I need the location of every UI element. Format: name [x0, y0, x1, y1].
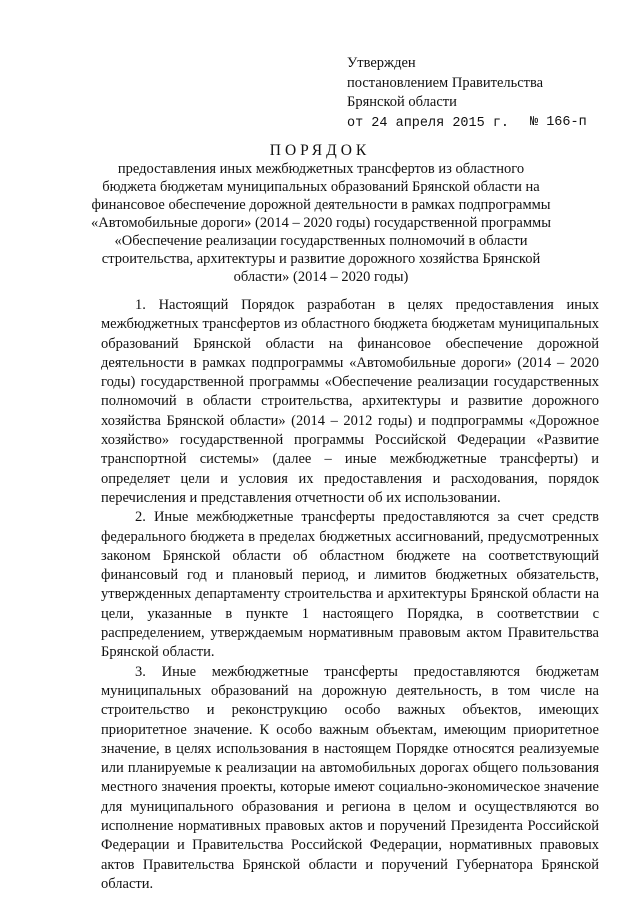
approval-line-date-number — [347, 113, 587, 134]
approval-number: № 166-п — [530, 114, 587, 130]
approval-date: от 24 апреля 2015 г. — [347, 115, 510, 131]
paragraph-1: 1. Настоящий Порядок разработан в целях предоставления иных межбюджетных трансфертов из областного бюджета бюджетам муниципальных образований Брянской области на финансовое обеспечение дорожной деятельности в рамках подпрограммы «Автомобильные дороги» (2014 – 2020 годы) государственной программы «Обеспечение реализации государственных полномочий в области строительства, архитектуры и развитие дорожного хозяйства Брянской области» (2014 – 2012 годы) и подпрограммы «Дорожное хозяйство» государственной программы Российской Федерации «Развитие транспортной системы» (далее – иные межбюджетные трансферты) и определяет цели и условия их предоставления и расходования, порядок перечисления и представления отчетности об их использовании. — [101, 297, 599, 506]
approval-line-decree: постановлением Правительства — [347, 74, 544, 91]
document-body — [101, 296, 599, 894]
approval-line-approved: Утвержден — [347, 55, 416, 71]
document-subtitle: предоставления иных межбюджетных трансфертов из областного бюджета бюджетам муниципальных образований Брянской области на финансовое обеспечение дорожной деятельности в рамках подпрограммы «Автомобильные дороги» (2014 – 2020 годы) государственной программы «Обеспечение реализации государственных полномочий в области строительства, архитектуры и развитие дорожного хозяйства Брянской области» (2014 – 2020 годы) — [91, 161, 551, 285]
approval-line-region: Брянской области — [347, 94, 457, 110]
paragraph-3: 3. Иные межбюджетные трансферты предоставляются бюджетам муниципальных образований на дорожную деятельность, в том числе на строительство и реконструкцию особо важных объектов, имеющих приоритетное значение. К особо важным объектам, имеющим приоритетное значение, в целях использования в настоящем Порядке относятся реализуемые или планируемые к реализации на автомобильных дорогах общего пользования местного значения проекты, которые имеют социально-экономическое значение для муниципального образования и региона в целом и осуществляются во исполнение нормативных правовых актов и поручений Президента Российской Федерации и Правительства Российской Федерации, нормативных правовых актов Правительства Брянской области и поручений Губернатора Брянской области. — [101, 663, 599, 892]
approval-block — [347, 54, 587, 133]
paragraph-2: 2. Иные межбюджетные трансферты предоставляются за счет средств федерального бюджета в пределах бюджетных ассигнований, предусмотренных законом Брянской области об областном бюджете на соответствующий финансовый год и плановый период, и лимитов бюджетных обязательств, утвержденных департаменту строительства и архитектуры Брянской области на цели, указанные в пункте 1 настоящего Порядка, в соответствии с распределением, утверждаемым нормативным правовым актом Правительства Брянской области. — [101, 509, 599, 661]
document-title: ПОРЯДОК — [269, 142, 371, 159]
